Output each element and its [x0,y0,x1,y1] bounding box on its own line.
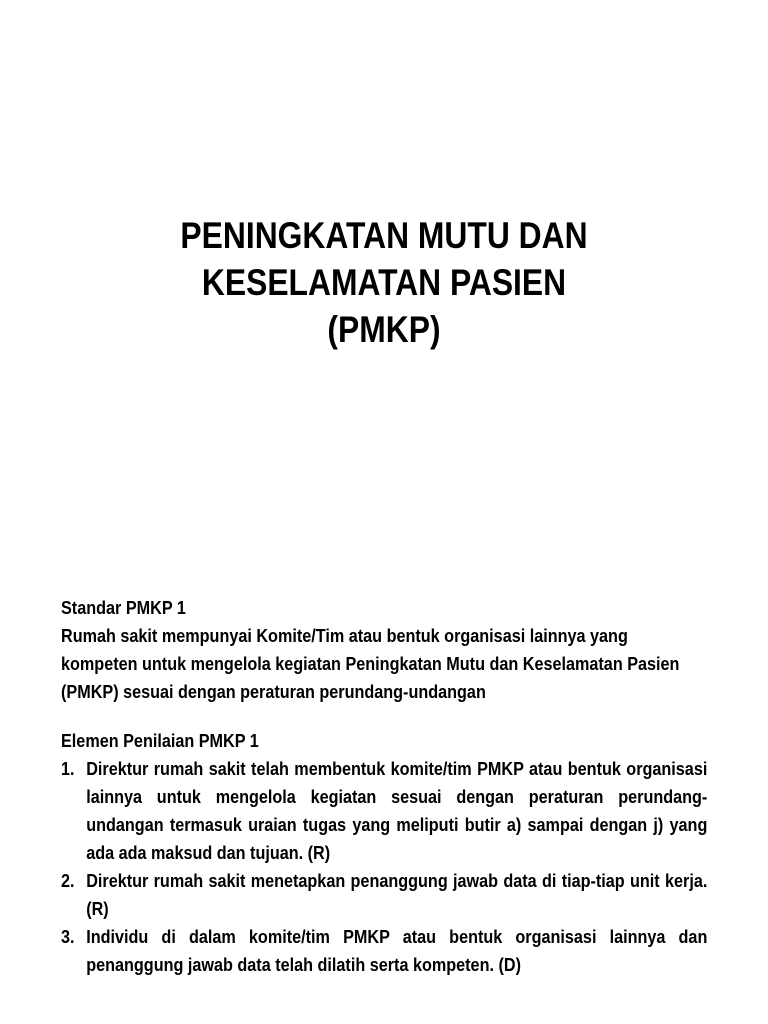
title-line-1: PENINGKATAN MUTU DAN [180,215,588,256]
list-item-text: Direktur rumah sakit menetapkan penanggung jawab data di tiap-tiap unit kerja. (R) [86,871,708,919]
list-item-text: Individu di dalam komite/tim PMKP atau bentuk organisasi lainnya dan penanggung jawab data telah dilatih serta kompeten. (D) [86,927,708,975]
standard-heading: Standar PMKP 1 [61,598,186,618]
standard-text: Rumah sakit mempunyai Komite/Tim atau bentuk organisasi lainnya yang kompeten untuk mengelola kegiatan Peningkatan Mutu dan Keselamatan Pasien (PMKP) sesuai dengan peraturan perundang-undangan [61,626,680,702]
title-line-2: KESELAMATAN PASIEN [201,262,567,303]
assessment-heading: Elemen Penilaian PMKP 1 [61,731,259,751]
list-item [61,755,707,867]
list-item-number: 1. [61,759,75,779]
list-item-number: 3. [61,927,75,947]
list-item-number: 2. [61,871,75,891]
document-body [61,594,708,979]
page-title [54,212,714,353]
list-item-text: Direktur rumah sakit telah membentuk komite/tim PMKP atau bentuk organisasi lainnya untuk mengelola kegiatan sesuai dengan peraturan perundang-undangan termasuk uraian tugas yang meliputi butir a) sampai dengan j) yang ada ada maksud dan tujuan. (R) [86,759,708,863]
assessment-list [61,755,707,979]
title-line-3: (PMKP) [327,309,441,350]
list-item [61,923,707,979]
list-item [61,867,707,923]
